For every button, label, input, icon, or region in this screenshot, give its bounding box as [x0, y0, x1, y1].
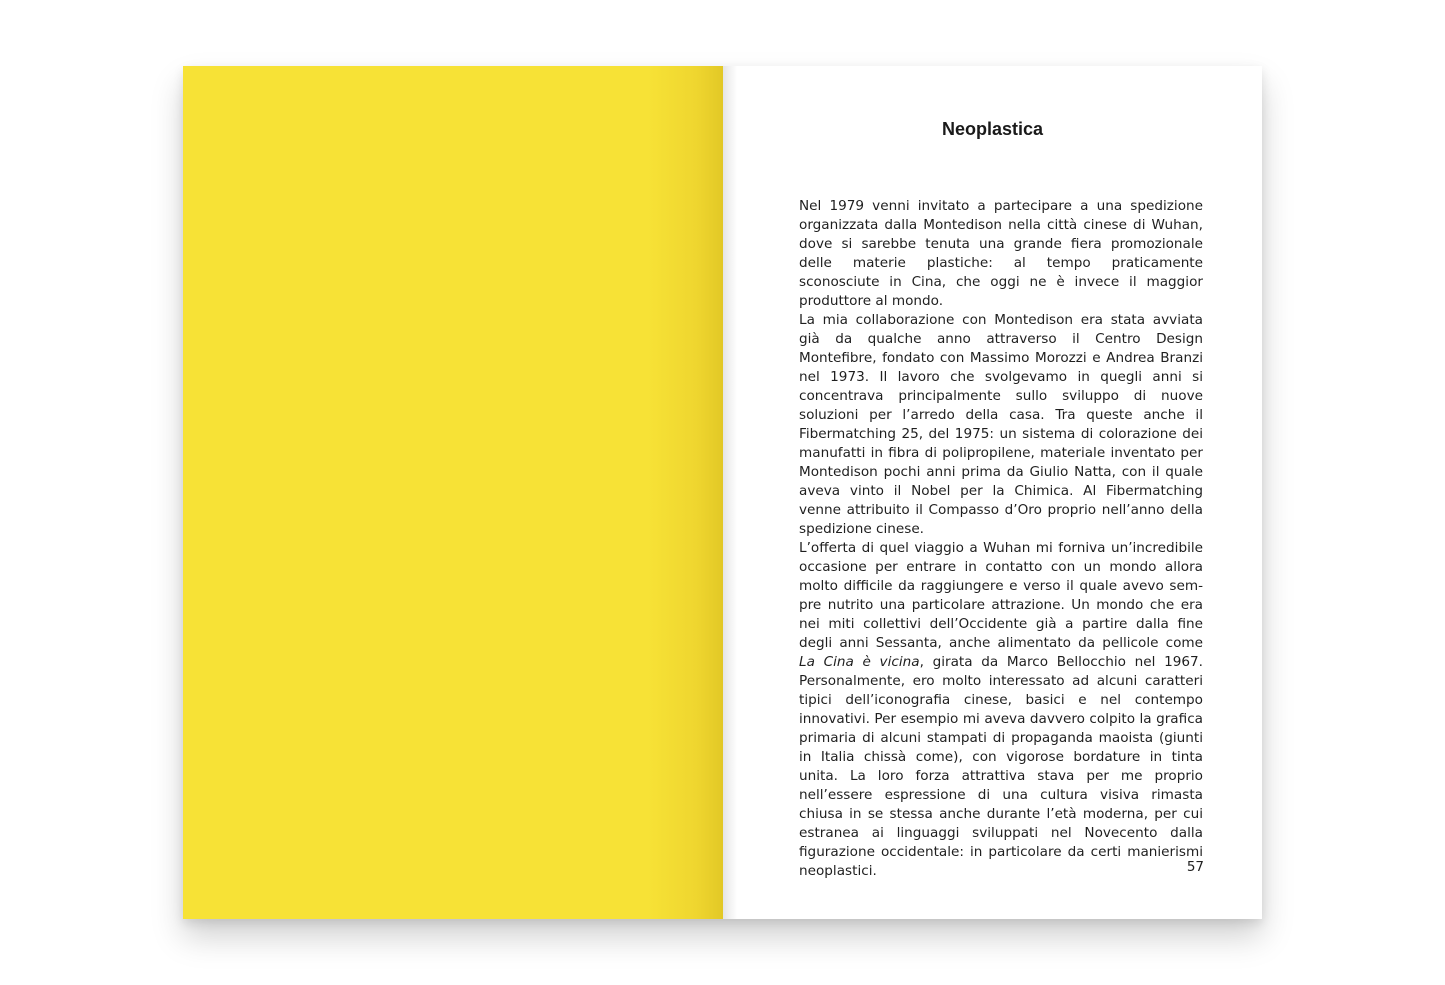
paragraph-3	[799, 539, 1203, 881]
book-spread	[183, 66, 1262, 919]
paragraph-1: Nel 1979 venni invitato a partecipare a una spedizione organizzata dalla Montedison nella città cinese di Wuhan, dove si sarebbe tenuta una grande fiera promozionale delle materie plastiche: al tempo praticamente sconosciute in Cina, che oggi ne è invece il maggior produttore al mondo.	[799, 198, 1203, 309]
chapter-title: Neoplastica	[941, 119, 1044, 139]
paragraph-3-text-before: L’offerta di quel viaggio a Wuhan mi forniva un’incredibile occasione per entrare in contatto con un mondo allora molto difficile da raggiungere e verso il quale avevo sempre nutrito una particolare attrazione. Un mondo che era nei miti collettivi dell’Occidente già a partire dalla fine degli anni Sessanta, anche alimentato da pellicole come	[799, 540, 1203, 651]
film-title-italic: La Cina è vicina	[799, 654, 920, 670]
gutter-shadow	[723, 66, 737, 919]
paragraph-2: La mia collaborazione con Montedison era stata avviata già da qualche anno attraverso il Centro Design Montefibre, fondato con Massimo Morozzi e Andrea Branzi nel 1973. Il lavoro che svolgevamo in quegli anni si concentrava principalmente sullo sviluppo di nuove soluzioni per l’arredo della casa. Tra queste anche il Fibermatching 25, del 1975: un sistema di colorazione dei manufatti in fibra di polipropilene, materiale inventato per Montedison pochi anni prima da Giulio Natta, con il quale aveva vinto il Nobel per la Chimica. Al Fibermatching venne attribuito il Compasso d’Oro proprio nell’anno della spedizione cinese.	[799, 312, 1203, 537]
body-text	[799, 197, 1203, 881]
left-page-yellow	[183, 66, 723, 919]
page-number: 57	[1186, 859, 1204, 875]
right-page	[723, 66, 1262, 919]
paragraph-3-text-after: , girata da Marco Bellocchio nel 1967. Personalmente, ero molto interessato ad alcuni caratteri tipici dell’iconografia cinese, basici e nel contempo innovativi. Per esempio mi aveva davvero colpito la grafica primaria di alcuni stampati di propaganda maoista (giunti in Italia chissà come), con vigorose bordature in tinta unita. La loro forza attrattiva stava per me proprio nell’essere espressione di una cultura visiva rimasta chiusa in se stessa anche durante l’età moderna, per cui estranea ai linguaggi sviluppati nel Novecento dalla figurazione occidentale: in particolare da certi manierismi neoplastici.	[799, 654, 1203, 879]
